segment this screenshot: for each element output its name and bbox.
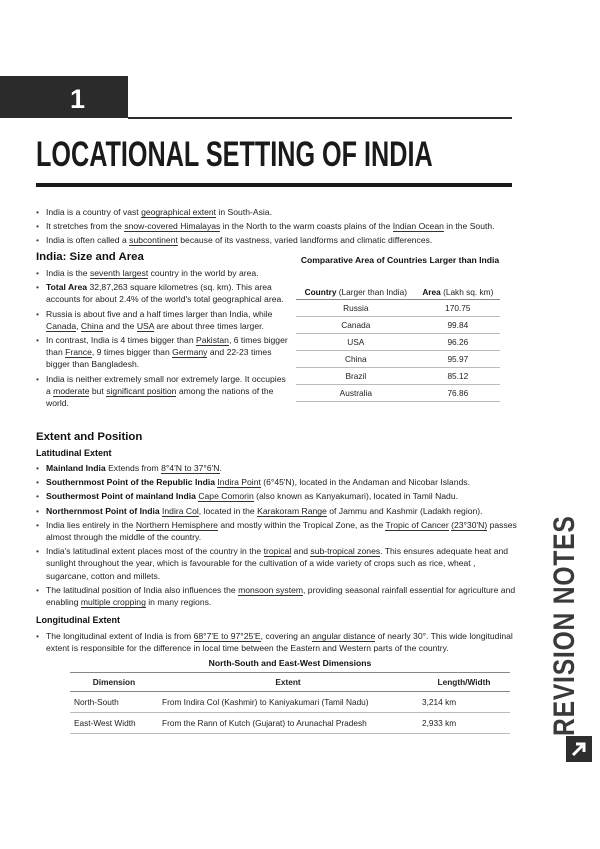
table1-col-area: Area (Lakh sq. km) — [416, 285, 500, 300]
bullet-item: • India is the seventh largest country in the world by area. — [36, 267, 292, 279]
key-term: 8°4'N to 37°6'N — [161, 463, 220, 473]
table2-title: North-South and East-West Dimensions — [208, 658, 372, 668]
title-underline — [36, 183, 512, 187]
bullet-item: • Northernmost Point of India Indira Col, located in the Karakoram Range of Jammu and Kashmir (Ladakh region). — [36, 505, 518, 517]
table-row: East-West Width From the Rann of Kutch (Gujarat) to Arunachal Pradesh 2,933 km — [70, 713, 510, 734]
table2-col-extent: Extent — [158, 673, 418, 692]
extent-heading: Extent and Position — [36, 431, 143, 443]
table-row: Australia 76.86 — [296, 385, 500, 402]
key-term: USA — [136, 320, 155, 331]
bullet-item: • India lies entirely in the Northern Hemisphere and mostly within the Tropical Zone, as the Tropic of Cancer (23°30'N) passes almost through the middle of the country. — [36, 519, 518, 543]
latitudinal-heading: Latitudinal Extent — [36, 448, 112, 458]
bullet-item: • It stretches from the snow-covered Himalayas in the North to the warm coasts plains of the Indian Ocean in the South. — [36, 220, 516, 232]
key-term: (23°30'N) — [451, 519, 488, 530]
longitudinal-heading: Longitudinal Extent — [36, 615, 120, 625]
key-term: geographical extent — [141, 207, 217, 217]
key-term: subcontinent — [129, 235, 178, 246]
bullet-item: • India is neither extremely small nor extremely large. It occupies a moderate but significant position among the nations of the world. — [36, 373, 292, 410]
chapter-title: LOCATIONAL SETTING OF INDIA — [36, 135, 433, 174]
key-term: China — [80, 320, 104, 331]
table-row: Brazil 85.12 — [296, 368, 500, 385]
bullet-item: • In contrast, India is 4 times bigger than Pakistan, 6 times bigger than France, 9 times bigger than Germany and 22-23 times bigger than Bangladesh. — [36, 334, 292, 371]
chapter-rule — [128, 117, 512, 119]
longitudinal-section — [36, 630, 518, 656]
key-term: Indira Col — [162, 505, 199, 516]
bullet-item: • The latitudinal position of India also influences the monsoon system, providing seasonal rainfall essential for agriculture and enabling multiple cropping in many regions. — [36, 584, 518, 608]
table2-col-dimension: Dimension — [70, 673, 158, 692]
bullet-item: • Total Area 32,87,263 square kilometres (sq. km). This area accounts for about 2.4% of the world's total geographical area. — [36, 281, 292, 305]
key-term: Indian Ocean — [392, 221, 444, 232]
key-term: tropical — [263, 546, 292, 557]
bullet-item: • Russia is about five and a half times larger than India, while Canada, China and the USA are about three times larger. — [36, 308, 292, 332]
key-term: multiple cropping — [80, 597, 146, 608]
key-term: monsoon system — [238, 584, 304, 595]
key-term: Canada — [46, 320, 77, 331]
bold-term: Mainland India — [46, 463, 106, 473]
key-term: France — [65, 347, 92, 358]
key-term: 68°7'E to 97°25'E — [193, 631, 261, 641]
size-area-heading: India: Size and Area — [36, 251, 144, 263]
bullet-item: • The longitudinal extent of India is from 68°7'E to 97°25'E, covering an angular distance of nearly 30°. This wide longitudinal extent is responsible for the difference in local time between the Eastern and Western parts of the country. — [36, 630, 518, 654]
key-term: Indira Point — [217, 477, 261, 488]
table-row: Russia 170.75 — [296, 300, 500, 317]
key-term: significant position — [106, 385, 177, 396]
area-comparison-table — [296, 285, 500, 402]
bold-term: Southermost Point of mainland India — [46, 491, 196, 502]
key-term: Northern Hemisphere — [135, 519, 218, 530]
table-row: Canada 99.84 — [296, 317, 500, 334]
bullet-item: • India is a country of vast geographical extent in South-Asia. — [36, 206, 516, 218]
table2-col-length: Length/Width — [418, 673, 510, 692]
bullet-item: • India's latitudinal extent places most of the country in the tropical and sub-tropical zones. This ensures adequate heat and sunlight throughout the year, which is favourable for the cultivation of a wide variety of crops such as rice, wheat , sugarcane, cotton and millets. — [36, 545, 518, 582]
chapter-number-box — [0, 76, 128, 118]
key-term: Germany — [172, 347, 208, 358]
size-area-list — [36, 267, 292, 409]
revision-notes-label: REVISION NOTES — [548, 515, 581, 736]
table-row: USA 96.26 — [296, 334, 500, 351]
key-term: snow-covered Himalayas — [124, 221, 221, 232]
key-term: Karakoram Range — [257, 505, 327, 516]
bold-term: Northernmost Point of India — [46, 505, 160, 516]
size-area-section — [36, 267, 292, 411]
arrow-up-right-icon — [566, 736, 592, 762]
intro-list — [36, 206, 516, 247]
table1-title: Comparative Area of Countries Larger than India — [300, 255, 500, 265]
table-row: North-South From Indira Col (Kashmir) to Kaniyakumari (Tamil Nadu) 3,214 km — [70, 692, 510, 713]
key-term: sub-tropical zones — [310, 546, 381, 557]
bullet-item: • Southermost Point of mainland India Cape Comorin (also known as Kanyakumari), located in Tamil Nadu. — [36, 490, 518, 502]
latitudinal-list — [36, 462, 518, 608]
key-term: Tropic of Cancer — [385, 519, 449, 530]
table-row: China 95.97 — [296, 351, 500, 368]
chapter-number: 1 — [70, 84, 86, 114]
key-term: Pakistan — [196, 335, 229, 346]
dimensions-table — [70, 672, 510, 734]
latitudinal-section — [36, 462, 518, 610]
key-term: angular distance — [312, 631, 376, 641]
table1-col-country: Country (Larger than India) — [296, 285, 416, 300]
key-term: seventh largest — [89, 268, 149, 278]
bullet-item: • India is often called a subcontinent because of its vastness, varied landforms and climatic differences. — [36, 234, 516, 246]
longitudinal-list — [36, 630, 518, 654]
intro-section — [36, 206, 516, 249]
key-term: Cape Comorin — [198, 491, 254, 502]
bullet-item: • Southernmost Point of the Republic India Indira Point (6°45'N), located in the Andaman and Nicobar Islands. — [36, 476, 518, 488]
key-term: moderate — [53, 385, 90, 396]
bold-term: Southernmost Point of the Republic India — [46, 477, 216, 488]
bold-term: Total Area — [46, 282, 88, 293]
bullet-item: • Mainland India Extends from 8°4'N to 37°6'N. — [36, 462, 518, 474]
